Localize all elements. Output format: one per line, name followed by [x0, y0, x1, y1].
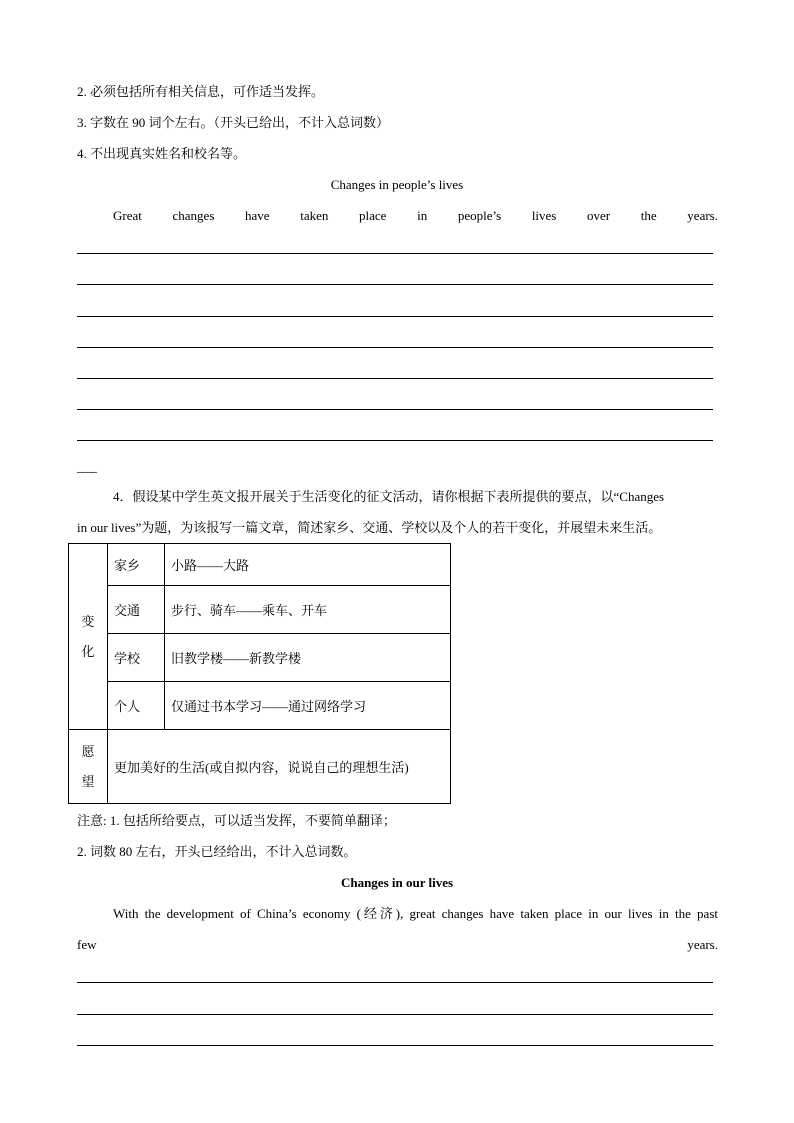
essay1-opening: [113, 208, 718, 224]
essay1-word: years.: [687, 208, 718, 223]
note-2: 2. 必须包括所有相关信息，可作适当发挥。: [77, 84, 325, 99]
writing-line[interactable]: [77, 1014, 713, 1015]
note-3: 3. 字数在 90 词个左右。（开头已给出，不计入总词数）: [77, 115, 390, 130]
essay1-word: lives: [531, 208, 557, 223]
essay2-word-few: few: [77, 937, 97, 952]
essay1-word: over: [587, 208, 611, 223]
writing-line[interactable]: [77, 316, 713, 317]
table-detail: 仅通过书本学习——通过网络学习: [165, 682, 451, 730]
writing-line[interactable]: [77, 378, 713, 379]
essay2-word-years: years.: [687, 937, 718, 952]
essay1-word: people’s: [457, 208, 502, 223]
task4-line2: in our lives”为题，为该报写一篇文章，简述家乡、交通、学校以及个人的若干变化，并展望未来生活。: [77, 520, 662, 535]
essay1-trailing-mark: ____: [77, 459, 95, 474]
wish-detail: 更加美好的生活(或自拟内容，说说自己的理想生活): [108, 730, 451, 804]
writing-line[interactable]: [77, 409, 713, 410]
essay1-word: the: [640, 208, 657, 223]
table-item: 个人: [108, 682, 165, 730]
essay2-title: Changes in our lives: [340, 875, 454, 890]
wish-group-cell: 愿 望: [69, 730, 108, 804]
essay2-opening-line1: With the development of China’s economy (经济), great changes have taken place in our lives in the past: [113, 906, 718, 921]
table-item: 交通: [108, 586, 165, 634]
writing-line[interactable]: [77, 440, 713, 441]
essay2-opening-line2: [77, 937, 718, 953]
essay1-word: changes: [172, 208, 215, 223]
note-bottom-2: 2. 词数 80 左右，开头已经给出，不计入总词数。: [77, 844, 357, 859]
writing-line[interactable]: [77, 284, 713, 285]
essay1-word: Great: [113, 208, 142, 223]
table-detail: 小路——大路: [165, 544, 451, 586]
essay1-title: Changes in people’s lives: [330, 177, 464, 192]
writing-line[interactable]: [77, 982, 713, 983]
change-group-cell: 变 化: [69, 544, 108, 730]
writing-line[interactable]: [77, 1045, 713, 1046]
note-4: 4. 不出现真实姓名和校名等。: [77, 146, 247, 161]
essay1-word: in: [417, 208, 428, 223]
essay1-word: taken: [300, 208, 329, 223]
writing-line[interactable]: [77, 347, 713, 348]
writing-line[interactable]: [77, 253, 713, 254]
note-bottom-1: 注意: 1. 包括所给要点，可以适当发挥，不要简单翻译；: [77, 813, 396, 828]
essay1-word: have: [245, 208, 270, 223]
requirements-table: [68, 543, 451, 804]
table-item: 学校: [108, 634, 165, 682]
table-detail: 步行、骑车——乘车、开车: [165, 586, 451, 634]
table-detail: 旧教学楼——新教学楼: [165, 634, 451, 682]
table-item: 家乡: [108, 544, 165, 586]
task4-line1: 4．假设某中学生英文报开展关于生活变化的征文活动，请你根据下表所提供的要点，以“Changes: [113, 489, 665, 504]
essay1-word: place: [359, 208, 387, 223]
